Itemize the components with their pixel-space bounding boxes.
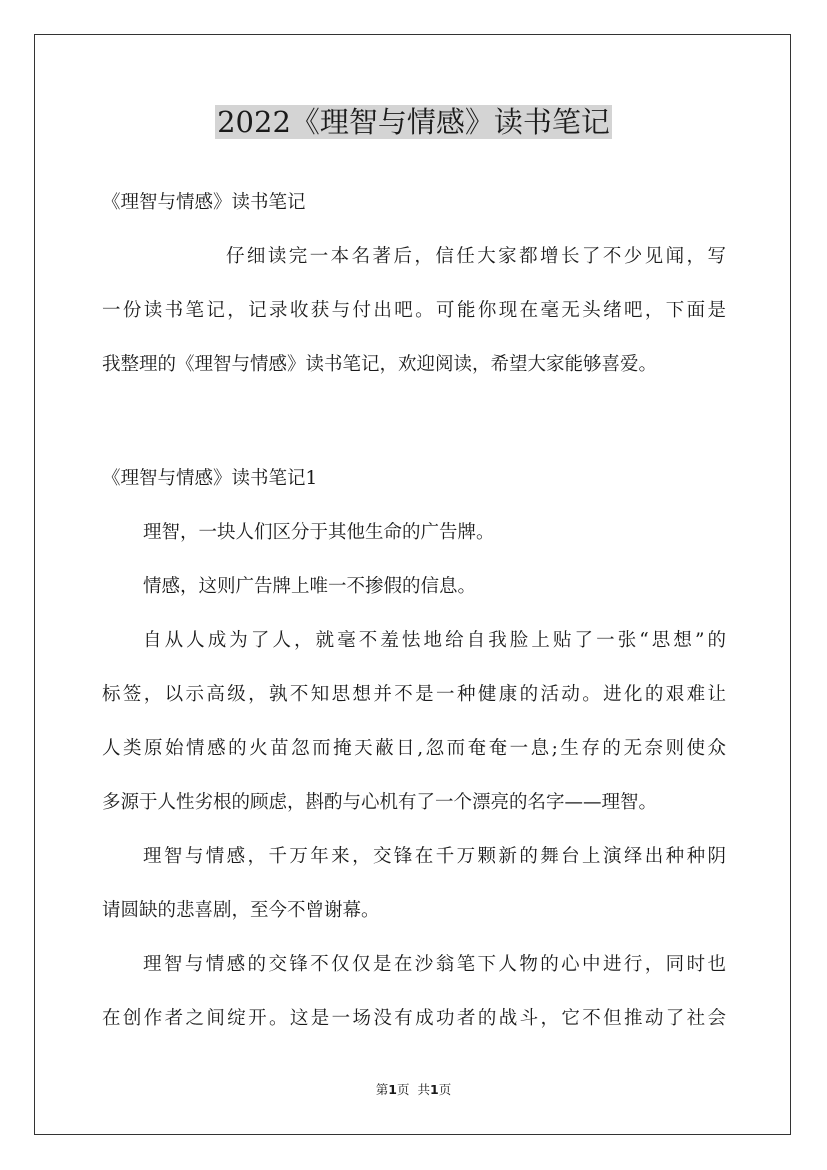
section-gap [102,392,726,452]
page-current: 1 [388,1082,397,1097]
paragraph-line: 理智与情感，千万年来，交锋在千万颗新的舞台上演绎出种种阴 [143,846,726,867]
intro-line: 一份读书笔记，记录收获与付出吧。可能你现在毫无头绪吧，下面是 [102,300,726,321]
paragraph-line: 理智，一块人们区分于其他生命的广告牌。 [143,522,495,543]
intro-line: 仔细读完一本名著后，信任大家都增长了不少见闻，写 [226,246,726,267]
document-body [102,176,726,1046]
intro-line: 我整理的《理智与情感》读书笔记，欢迎阅读，希望大家能够喜爱。 [102,354,658,375]
page-footer [0,1080,827,1100]
page-total: 1 [429,1082,439,1097]
paragraph-line: 请圆缺的悲喜剧，至今不曾谢幕。 [102,900,380,921]
page-unit: 页 [397,1082,410,1097]
paragraph-line: 在创作者之间绽开。这是一场没有成功者的战斗，它不但推动了社会 [102,1008,726,1029]
section-heading: 《理智与情感》读书笔记1 [102,468,318,489]
paragraph-line: 标签，以示高级，孰不知思想并不是一种健康的活动。进化的艰难让 [102,684,726,705]
document-title-text: 2022《理智与情感》读书笔记 [217,105,610,139]
paragraph-line: 情感，这则广告牌上唯一不掺假的信息。 [143,576,477,597]
page-prefix: 第 [375,1082,389,1097]
paragraph-line: 多源于人性劣根的顾虑，斟酌与心机有了一个漂亮的名字——理智。 [102,792,658,813]
paragraph-line: 人类原始情感的火苗忽而掩天蔽日,忽而奄奄一息;生存的无奈则使众 [102,738,726,759]
paragraph-line: 自从人成为了人，就毫不羞怯地给自我脸上贴了一张“思想”的 [143,630,726,651]
paragraph-line: 理智与情感的交锋不仅仅是在沙翁笔下人物的心中进行，同时也 [143,954,726,975]
document-title [0,100,827,144]
total-unit: 页 [438,1082,452,1097]
document-subtitle: 《理智与情感》读书笔记 [102,192,306,213]
total-prefix: 共 [417,1082,430,1097]
